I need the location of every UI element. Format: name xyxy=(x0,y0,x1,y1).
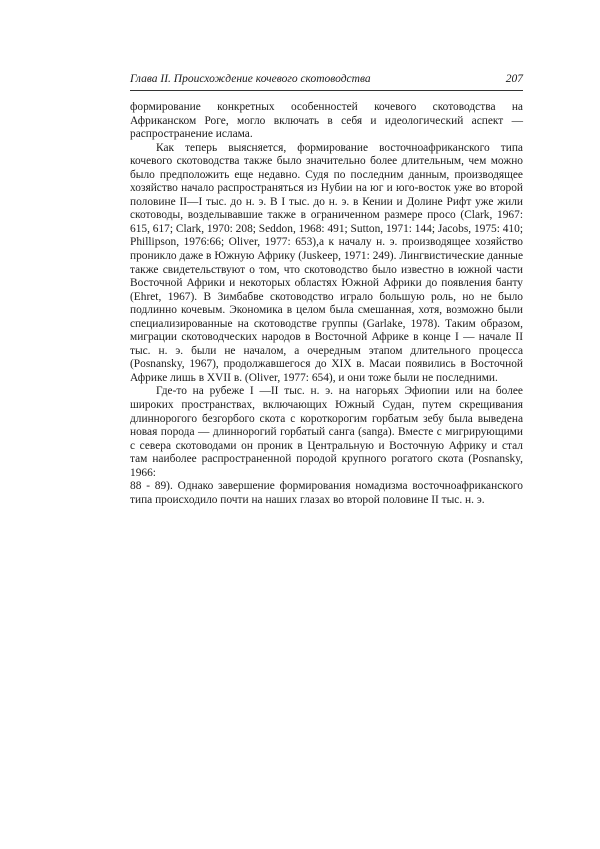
paragraph: Где-то на рубеже I —II тыс. н. э. на нагорьях Эфиопии или на более широких пространствах, включающих Южный Судан, путем скрещивания длиннорогого безгорбого скота с короткорогим горбатым зебу была выведена новая порода — длиннорогий горбатый санга (sanga). Вместе с мигрирующими с севера скотоводами он проник в Центральную и Восточную Африку и стал там наиболее распространенной породой крупного рогатого скота (Posnansky, 1966: xyxy=(130,385,523,479)
paragraph: формирование конкретных особенностей кочевого скотоводства на Африканском Роге, могло включать в себя и идеологический аспект — распространение ислама. xyxy=(130,101,523,141)
page-number: 207 xyxy=(505,73,523,85)
chapter-title: Глава II. Происхождение кочевого скотоводства xyxy=(130,73,371,85)
running-header xyxy=(130,72,523,91)
body-text xyxy=(130,101,523,507)
book-page xyxy=(130,72,523,507)
paragraph: Как теперь выясняется, формирование восточноафриканского типа кочевого скотоводства также было значительно более длительным, чем можно было предположить еще недавно. Судя по последним данным, производящее хозяйство начало распространяться из Нубии на юг и юго-восток уже во второй половине II—I тыс. до н. э. В I тыс. до н. э. в Кении и Долине Рифт уже жили скотоводы, возделывавшие также в ограниченном размере просо (Clark, 1967: 615, 617; Clark, 1970: 208; Seddon, 1968: 491; Sutton, 1971: 144; Jacobs, 1975: 410; Phillipson, 1976:66; Oliver, 1977: 653),а к началу н. э. производящее хозяйство проникло даже в Южную Африку (Juskeep, 1971: 249). Лингвистические данные также свидетельствуют о том, что скотоводство было известно в южной части Восточной Африки и некоторых областях Южной Африки до появления банту (Ehret, 1967). В Зимбабве скотоводство играло большую роль, но не было подлинно кочевым. Экономика в целом была смешанная, хотя, возможно были специализированные на скотоводстве группы (Garlake, 1978). Таким образом, миграции скотоводческих народов в Восточной Африке в конце I — начале II тыс. н. э. были не началом, а очередным этапом длительного процесса (Posnansky, 1967), продолжавшегося до XIX в. Масаи появились в Восточной Африке лишь в XVII в. (Oliver, 1977: 654), и они тоже были не последними. xyxy=(130,141,523,384)
paragraph: 88 - 89). Однако завершение формирования номадизма восточноафриканского типа происходило почти на наших глазах во второй половине II тыс. н. э. xyxy=(130,480,523,506)
